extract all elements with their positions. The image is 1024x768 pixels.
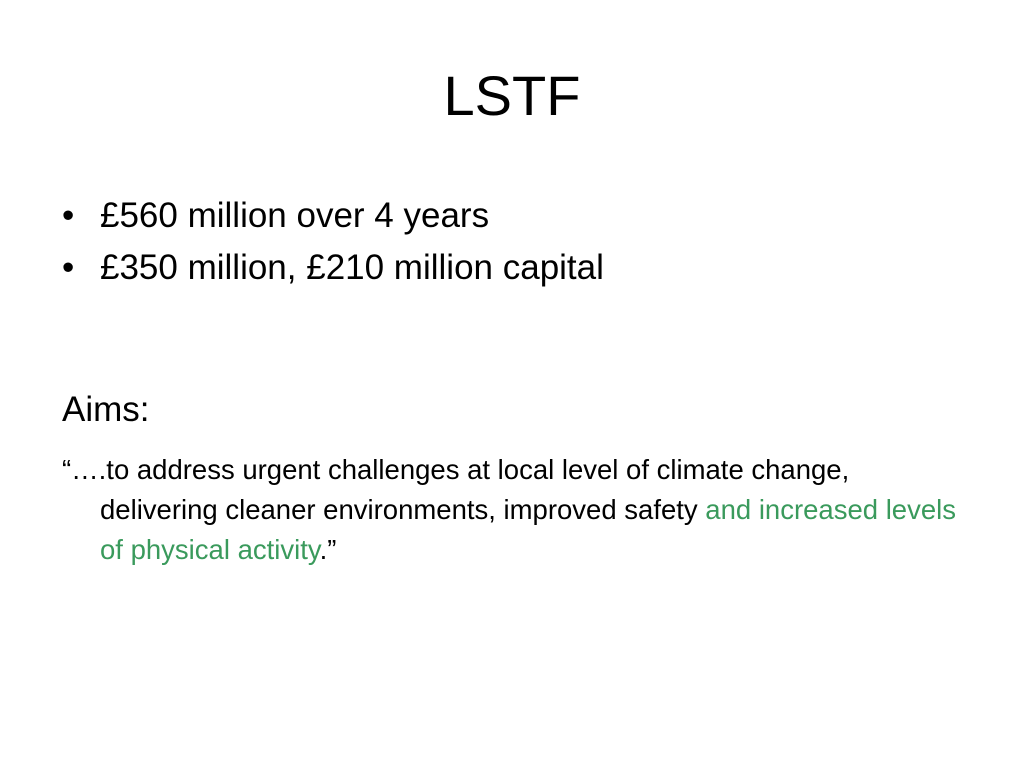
aims-heading: Aims: bbox=[62, 390, 150, 429]
bullet-item-funding-total bbox=[62, 190, 962, 242]
slide-title: LSTF bbox=[443, 64, 581, 127]
bullet-icon: • bbox=[62, 248, 75, 287]
aims-quote bbox=[62, 450, 970, 570]
aims-quote-end: .” bbox=[319, 534, 337, 565]
bullet-item-funding-split bbox=[62, 242, 962, 294]
bullet-icon: • bbox=[62, 196, 75, 235]
aims-quote-start: “….to address urgent challenges at local level of climate change, delivering cleaner environments, improved safety bbox=[62, 454, 850, 525]
aims-quote-highlight: and increased levels of physical activity bbox=[100, 494, 957, 565]
bullet-text: £560 million over 4 years bbox=[100, 196, 490, 235]
bullet-list bbox=[62, 190, 962, 294]
bullet-text: £350 million, £210 million capital bbox=[100, 248, 604, 287]
